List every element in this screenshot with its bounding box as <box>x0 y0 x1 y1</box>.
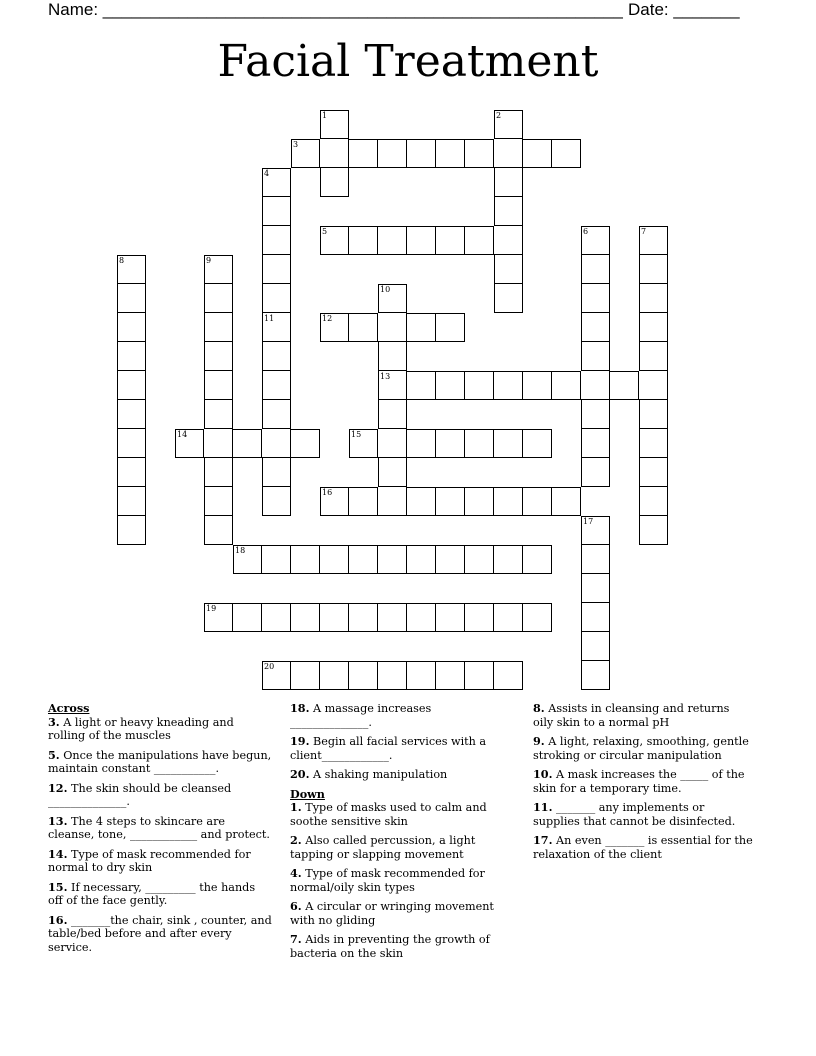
clue-down-10 <box>533 768 753 795</box>
grid-cell[interactable] <box>523 429 552 458</box>
grid-cell[interactable] <box>523 487 552 516</box>
grid-cell[interactable] <box>581 371 610 400</box>
grid-cell[interactable] <box>349 139 378 168</box>
grid-cell[interactable] <box>320 545 349 574</box>
grid-cell[interactable] <box>378 400 407 429</box>
clue-number-label: 14 <box>177 430 188 439</box>
clue-across-15 <box>48 881 273 908</box>
grid-cell[interactable] <box>610 371 639 400</box>
clue-down-2 <box>290 834 515 861</box>
clue-across-3 <box>48 716 273 743</box>
clue-number: 8. <box>533 701 545 715</box>
grid-cell[interactable] <box>465 661 494 690</box>
grid-cell[interactable] <box>204 400 233 429</box>
grid-cell[interactable] <box>291 429 320 458</box>
grid-cell[interactable] <box>262 371 291 400</box>
clue-down-11 <box>533 801 753 828</box>
grid-cell[interactable] <box>407 226 436 255</box>
grid-cell[interactable] <box>494 545 523 574</box>
grid-cell[interactable] <box>204 284 233 313</box>
grid-cell[interactable] <box>436 487 465 516</box>
clue-text: A massage increases ______________. <box>290 702 432 729</box>
grid-cell[interactable] <box>407 487 436 516</box>
clue-number-label: 18 <box>235 546 246 555</box>
grid-cell[interactable] <box>117 400 146 429</box>
grid-cell[interactable] <box>378 342 407 371</box>
clue-number: 7. <box>290 932 302 946</box>
grid-cell[interactable] <box>262 458 291 487</box>
grid-cell[interactable] <box>639 313 668 342</box>
grid-cell[interactable] <box>349 661 378 690</box>
grid-cell[interactable] <box>639 371 668 400</box>
grid-cell[interactable] <box>320 168 349 197</box>
clue-number: 18. <box>290 701 310 715</box>
grid-cell[interactable] <box>320 603 349 632</box>
grid-cell[interactable] <box>117 313 146 342</box>
grid-cell[interactable] <box>378 458 407 487</box>
clue-across-19 <box>290 735 515 762</box>
grid-cell[interactable] <box>494 371 523 400</box>
clue-down-1 <box>290 801 515 828</box>
grid-cell[interactable] <box>378 487 407 516</box>
grid-cell[interactable] <box>639 400 668 429</box>
grid-cell[interactable] <box>581 574 610 603</box>
grid-cell[interactable] <box>639 516 668 545</box>
grid-cell[interactable] <box>262 226 291 255</box>
clue-number: 1. <box>290 800 302 814</box>
clue-text: Type of mask recommended for normal to dry skin <box>48 847 251 874</box>
grid-cell[interactable] <box>349 487 378 516</box>
clue-number: 11. <box>533 800 553 814</box>
clue-down-6 <box>290 900 515 927</box>
grid-cell[interactable] <box>378 661 407 690</box>
grid-cell[interactable] <box>262 255 291 284</box>
grid-cell[interactable] <box>494 255 523 284</box>
clues-column-3 <box>533 702 753 867</box>
clue-number-label: 19 <box>206 604 217 613</box>
grid-cell[interactable] <box>581 545 610 574</box>
clue-number-label: 7 <box>641 227 647 236</box>
grid-cell[interactable] <box>465 429 494 458</box>
grid-cell[interactable] <box>465 545 494 574</box>
grid-cell[interactable] <box>494 284 523 313</box>
clue-text: A light, relaxing, smoothing, gentle stroking or circular manipulation <box>533 735 749 762</box>
clue-number-label: 20 <box>264 662 275 671</box>
grid-cell[interactable] <box>204 487 233 516</box>
clue-number: 3. <box>48 714 60 729</box>
grid-cell[interactable] <box>320 139 349 168</box>
grid-cell[interactable] <box>204 342 233 371</box>
grid-cell[interactable] <box>378 226 407 255</box>
grid-cell[interactable] <box>552 487 581 516</box>
clue-text: Once the manipulations have begun, maintain constant ___________. <box>48 748 272 775</box>
clue-number-label: 6 <box>583 227 589 236</box>
clue-number-label: 15 <box>351 430 362 439</box>
grid-cell[interactable] <box>436 661 465 690</box>
clue-down-8 <box>533 702 753 729</box>
clues-column-1 <box>48 702 273 960</box>
grid-cell[interactable] <box>436 139 465 168</box>
grid-cell[interactable] <box>204 429 233 458</box>
grid-cell[interactable] <box>407 313 436 342</box>
clue-number-label: 16 <box>322 488 333 497</box>
clue-down-17 <box>533 834 753 861</box>
grid-cell[interactable] <box>117 342 146 371</box>
grid-cell[interactable] <box>639 342 668 371</box>
grid-cell[interactable] <box>204 313 233 342</box>
grid-cell[interactable] <box>349 226 378 255</box>
grid-cell[interactable] <box>436 545 465 574</box>
grid-cell[interactable] <box>378 139 407 168</box>
grid-cell[interactable] <box>523 139 552 168</box>
grid-cell[interactable] <box>117 487 146 516</box>
grid-cell[interactable] <box>407 139 436 168</box>
clue-number: 16. <box>48 912 68 927</box>
grid-cell[interactable] <box>407 545 436 574</box>
grid-cell[interactable] <box>117 516 146 545</box>
grid-cell[interactable] <box>320 661 349 690</box>
grid-cell[interactable] <box>117 284 146 313</box>
grid-cell[interactable] <box>581 255 610 284</box>
grid-cell[interactable] <box>581 400 610 429</box>
clue-number: 19. <box>290 734 310 748</box>
clue-text: The skin should be cleansed ______________. <box>48 781 232 808</box>
grid-cell[interactable] <box>494 226 523 255</box>
clues-column-2 <box>290 702 515 966</box>
clue-number-label: 10 <box>380 285 391 294</box>
grid-cell[interactable] <box>523 603 552 632</box>
grid-cell[interactable] <box>436 226 465 255</box>
grid-cell[interactable] <box>465 487 494 516</box>
grid-cell[interactable] <box>494 197 523 226</box>
clue-text: Type of masks used to calm and soothe sensitive skin <box>290 801 487 828</box>
grid-cell[interactable] <box>378 313 407 342</box>
clue-across-12 <box>48 782 273 809</box>
grid-cell[interactable] <box>262 284 291 313</box>
grid-cell[interactable] <box>262 342 291 371</box>
grid-cell[interactable] <box>494 603 523 632</box>
grid-cell[interactable] <box>581 284 610 313</box>
clue-text: Begin all facial services with a client____________. <box>290 735 487 762</box>
grid-cell[interactable] <box>407 603 436 632</box>
grid-cell[interactable] <box>639 429 668 458</box>
clue-number-label: 12 <box>322 314 333 323</box>
grid-cell[interactable] <box>378 429 407 458</box>
clue-number: 9. <box>533 734 545 748</box>
clue-text: _______the chair, sink , counter, and table/bed before and after every service. <box>48 913 272 954</box>
grid-cell[interactable] <box>465 226 494 255</box>
grid-cell[interactable] <box>407 429 436 458</box>
grid-cell[interactable] <box>262 487 291 516</box>
clue-text: Type of mask recommended for normal/oily skin types <box>290 867 485 894</box>
clue-text: The 4 steps to skincare are cleanse, tone, ____________ and protect. <box>48 814 270 841</box>
grid-cell[interactable] <box>581 313 610 342</box>
grid-cell[interactable] <box>581 661 610 690</box>
clue-number-label: 8 <box>119 256 125 265</box>
grid-cell[interactable] <box>262 545 291 574</box>
grid-cell[interactable] <box>581 342 610 371</box>
clue-across-5 <box>48 749 273 776</box>
clue-number: 5. <box>48 747 60 762</box>
clue-number: 10. <box>533 767 553 781</box>
across-heading: Across <box>48 701 90 715</box>
clue-number: 13. <box>48 813 68 828</box>
grid-cell[interactable] <box>262 603 291 632</box>
grid-cell[interactable] <box>262 400 291 429</box>
grid-cell[interactable] <box>465 371 494 400</box>
grid-cell[interactable] <box>204 516 233 545</box>
grid-cell[interactable] <box>436 371 465 400</box>
clue-number: 4. <box>290 866 302 880</box>
clue-text: An even _______ is essential for the relaxation of the client <box>533 834 753 861</box>
clue-number: 15. <box>48 879 68 894</box>
grid-cell[interactable] <box>349 603 378 632</box>
clue-number-label: 2 <box>496 111 502 120</box>
grid-cell[interactable] <box>291 661 320 690</box>
grid-cell[interactable] <box>494 429 523 458</box>
grid-cell[interactable] <box>349 313 378 342</box>
grid-cell[interactable] <box>436 603 465 632</box>
grid-cell[interactable] <box>407 661 436 690</box>
grid-cell[interactable] <box>465 139 494 168</box>
grid-cell[interactable] <box>581 632 610 661</box>
grid-cell[interactable] <box>407 371 436 400</box>
clue-text: If necessary, _________ the hands off of the face gently. <box>48 880 256 907</box>
grid-cell[interactable] <box>436 313 465 342</box>
clue-across-14 <box>48 848 273 875</box>
grid-cell[interactable] <box>378 545 407 574</box>
grid-cell[interactable] <box>552 139 581 168</box>
clue-text: A shaking manipulation <box>313 768 448 781</box>
clue-text: A circular or wringing movement with no gliding <box>290 900 494 927</box>
grid-cell[interactable] <box>291 545 320 574</box>
down-heading: Down <box>290 786 325 801</box>
grid-cell[interactable] <box>639 284 668 313</box>
clue-number: 20. <box>290 767 310 781</box>
clue-number-label: 4 <box>264 169 270 178</box>
clue-number-label: 11 <box>264 314 275 323</box>
clue-across-13 <box>48 815 273 842</box>
grid-cell[interactable] <box>117 371 146 400</box>
grid-cell[interactable] <box>262 197 291 226</box>
grid-cell[interactable] <box>494 168 523 197</box>
grid-cell[interactable] <box>494 139 523 168</box>
grid-cell[interactable] <box>639 458 668 487</box>
clue-text: Assists in cleansing and returns oily skin to a normal pH <box>533 702 730 729</box>
clue-number-label: 5 <box>322 227 328 236</box>
clue-text: Also called percussion, a light tapping or slapping movement <box>290 834 476 861</box>
grid-cell[interactable] <box>262 429 291 458</box>
grid-cell[interactable] <box>581 603 610 632</box>
grid-cell[interactable] <box>639 255 668 284</box>
clue-number-label: 13 <box>380 372 391 381</box>
clue-number-label: 1 <box>322 111 328 120</box>
clue-down-7 <box>290 933 515 960</box>
clue-down-4 <box>290 867 515 894</box>
grid-cell[interactable] <box>117 429 146 458</box>
name-field-label[interactable]: Name: _______________________________________________________ <box>48 0 623 19</box>
grid-cell[interactable] <box>494 487 523 516</box>
grid-cell[interactable] <box>204 371 233 400</box>
puzzle-title: Facial Treatment <box>217 36 599 87</box>
grid-cell[interactable] <box>204 458 233 487</box>
clue-text: _______ any implements or supplies that cannot be disinfected. <box>533 801 736 828</box>
grid-cell[interactable] <box>581 458 610 487</box>
clue-number-label: 9 <box>206 256 212 265</box>
date-field-label[interactable]: Date: _______ <box>628 0 740 19</box>
clue-down-9 <box>533 735 753 762</box>
grid-cell[interactable] <box>117 458 146 487</box>
grid-cell[interactable] <box>291 603 320 632</box>
grid-cell[interactable] <box>523 545 552 574</box>
grid-cell[interactable] <box>552 371 581 400</box>
clue-number-label: 3 <box>293 140 299 149</box>
clue-number-label: 17 <box>583 517 594 526</box>
grid-cell[interactable] <box>436 429 465 458</box>
grid-cell[interactable] <box>494 661 523 690</box>
clue-across-18 <box>290 702 515 729</box>
clue-number: 17. <box>533 833 553 847</box>
clue-text: Aids in preventing the growth of bacteria on the skin <box>290 933 490 960</box>
clue-number: 6. <box>290 899 302 913</box>
grid-cell[interactable] <box>523 371 552 400</box>
clue-across-16 <box>48 914 273 955</box>
grid-cell[interactable] <box>233 603 262 632</box>
clue-number: 14. <box>48 846 68 861</box>
clue-text: A light or heavy kneading and rolling of the muscles <box>48 715 234 742</box>
grid-cell[interactable] <box>581 429 610 458</box>
grid-cell[interactable] <box>378 603 407 632</box>
clue-across-20 <box>290 768 515 782</box>
clue-number: 12. <box>48 780 68 795</box>
grid-cell[interactable] <box>465 603 494 632</box>
clue-number: 2. <box>290 833 302 847</box>
grid-cell[interactable] <box>639 487 668 516</box>
clue-text: A mask increases the _____ of the skin for a temporary time. <box>533 768 745 795</box>
grid-cell[interactable] <box>233 429 262 458</box>
grid-cell[interactable] <box>349 545 378 574</box>
